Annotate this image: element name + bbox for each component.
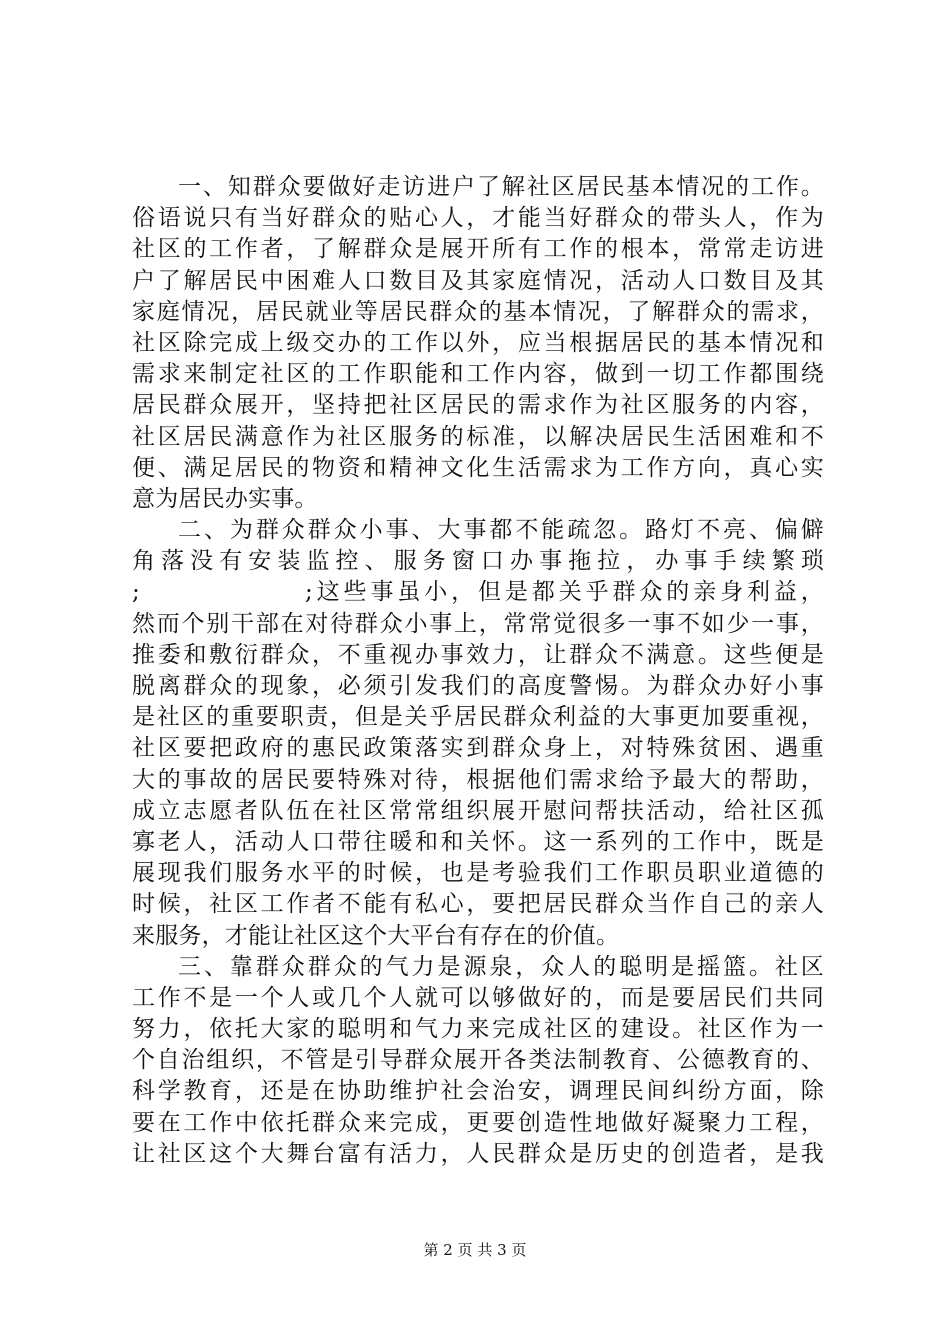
paragraph-2-line: 然而个别干部在对待群众小事上，常常觉很多一事不如少一事， — [132, 610, 824, 637]
paragraph-2-line: 时候，社区工作者不能有私心，要把居民群众当作自己的亲人 — [132, 891, 824, 918]
paragraph-2-line: 社区要把政府的惠民政策落实到群众身上，对特殊贫困、遇重 — [132, 735, 824, 762]
paragraph-2-line: ; ;这些事虽小，但是都关乎群众的亲身利益， — [132, 579, 824, 606]
paragraph-1-line: 意为居民办实事。 — [132, 485, 318, 512]
paragraph-1-line: 户了解居民中困难人口数目及其家庭情况，活动人口数目及其 — [132, 267, 824, 294]
paragraph-2-line: 推委和敷衍群众，不重视办事效力，让群众不满意。这些便是 — [132, 641, 824, 668]
paragraph-1-line: 社区居民满意作为社区服务的标准，以解决居民生活困难和不 — [132, 423, 824, 450]
paragraph-2-line: 二、为群众群众小事、大事都不能疏忽。路灯不亮、偏僻 — [178, 517, 824, 544]
paragraph-3-line: 工作不是一个人或几个人就可以够做好的，而是要居民们共同 — [132, 984, 824, 1011]
document-body — [132, 172, 824, 1170]
page-footer — [0, 1240, 950, 1260]
paragraph-3-line: 三、靠群众群众的气力是源泉，众人的聪明是摇篮。社区 — [178, 953, 824, 980]
paragraph-2-line: 大的事故的居民要特殊对待，根据他们需求给予最大的帮助， — [132, 766, 824, 793]
paragraph-1-line: 社区除完成上级交办的工作以外，应当根据居民的基本情况和 — [132, 329, 824, 356]
paragraph-1-line: 居民群众展开，坚持把社区居民的需求作为社区服务的内容， — [132, 392, 824, 419]
paragraph-1-line: 需求来制定社区的工作职能和工作内容，做到一切工作都围绕 — [132, 361, 824, 388]
paragraph-2-line: 是社区的重要职责，但是关乎居民群众利益的大事更加要重视， — [132, 704, 824, 731]
paragraph-3-line: 科学教育，还是在协助维护社会治安，调理民间纠纷方面，除 — [132, 1078, 824, 1105]
paragraph-1-line: 家庭情况，居民就业等居民群众的基本情况，了解群众的需求， — [132, 298, 824, 325]
paragraph-3-line: 努力，依托大家的聪明和气力来完成社区的建设。社区作为一 — [132, 1016, 824, 1043]
paragraph-3-line: 个自治组织，不管是引导群众展开各类法制教育、公德教育的、 — [132, 1047, 824, 1074]
paragraph-2-line: 脱离群众的现象，必须引发我们的高度警惕。为群众办好小事 — [132, 673, 824, 699]
paragraph-3-line: 要在工作中依托群众来完成，更要创造性地做好凝聚力工程， — [132, 1109, 824, 1136]
paragraph-3-line: 让社区这个大舞台富有活力，人民群众是历史的创造者，是我 — [132, 1140, 824, 1167]
paragraph-2-line: 展现我们服务水平的时候，也是考验我们工作职员职业道德的 — [132, 860, 824, 887]
page-number-label: 第 2 页 共 3 页 — [423, 1241, 527, 1259]
paragraph-2-line: 成立志愿者队伍在社区常常组织展开慰问帮扶活动，给社区孤 — [132, 797, 824, 824]
paragraph-2-line: 寡老人，活动人口带往暖和和关怀。这一系列的工作中，既是 — [132, 828, 824, 855]
paragraph-1-line: 俗语说只有当好群众的贴心人，才能当好群众的带头人，作为 — [132, 205, 824, 232]
paragraph-2-line: 角落没有安装监控、服务窗口办事拖拉，办事手续繁琐 — [132, 548, 824, 575]
paragraph-1-line: 社区的工作者，了解群众是展开所有工作的根本，常常走访进 — [132, 236, 824, 263]
paragraph-1-line: 一、知群众要做好走访进户了解社区居民基本情况的工作。 — [178, 174, 824, 200]
paragraph-1-line: 便、满足居民的物资和精神文化生活需求为工作方向，真心实 — [132, 454, 824, 481]
paragraph-2-line: 来服务，才能让社区这个大平台有存在的价值。 — [132, 922, 620, 949]
